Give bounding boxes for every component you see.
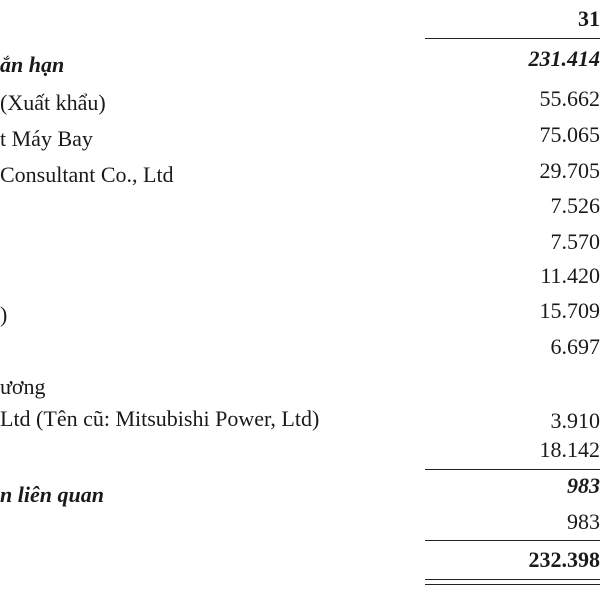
row-label: t Máy Bay [0, 126, 93, 151]
row-value: 75.065 [539, 122, 600, 147]
row-value-related-parties: 983 [567, 473, 600, 498]
row-label: Ltd (Tên cũ: Mitsubishi Power, Ltd) [0, 406, 320, 431]
row-value: 11.420 [540, 263, 600, 288]
row-value: 983 [567, 509, 600, 534]
header-underline [425, 38, 600, 39]
row-value: 3.910 [550, 408, 600, 433]
row-value: 7.526 [550, 193, 600, 218]
row-value: 15.709 [539, 298, 600, 323]
row-value: 29.705 [539, 158, 600, 183]
row-value: 55.662 [539, 86, 600, 111]
grand-total-value: 232.398 [528, 547, 600, 572]
row-label: (Xuất khẩu) [0, 90, 106, 115]
row-label: Consultant Co., Ltd [0, 162, 174, 187]
row-label: ương [0, 374, 46, 399]
subtotal-rule [425, 469, 600, 470]
total-double-rule-2 [425, 584, 600, 585]
row-value: 7.570 [550, 229, 600, 254]
row-label-short-term: ắn hạn [0, 52, 65, 77]
row-value: 18.142 [539, 437, 600, 462]
row-label-related-parties: n liên quan [0, 482, 104, 507]
row-value: 6.697 [550, 334, 600, 359]
total-top-rule [425, 540, 600, 541]
column-header-date: 31 [578, 6, 600, 31]
total-double-rule-1 [425, 579, 600, 580]
row-value-short-term: 231.414 [528, 46, 600, 71]
row-label: ) [0, 302, 8, 327]
